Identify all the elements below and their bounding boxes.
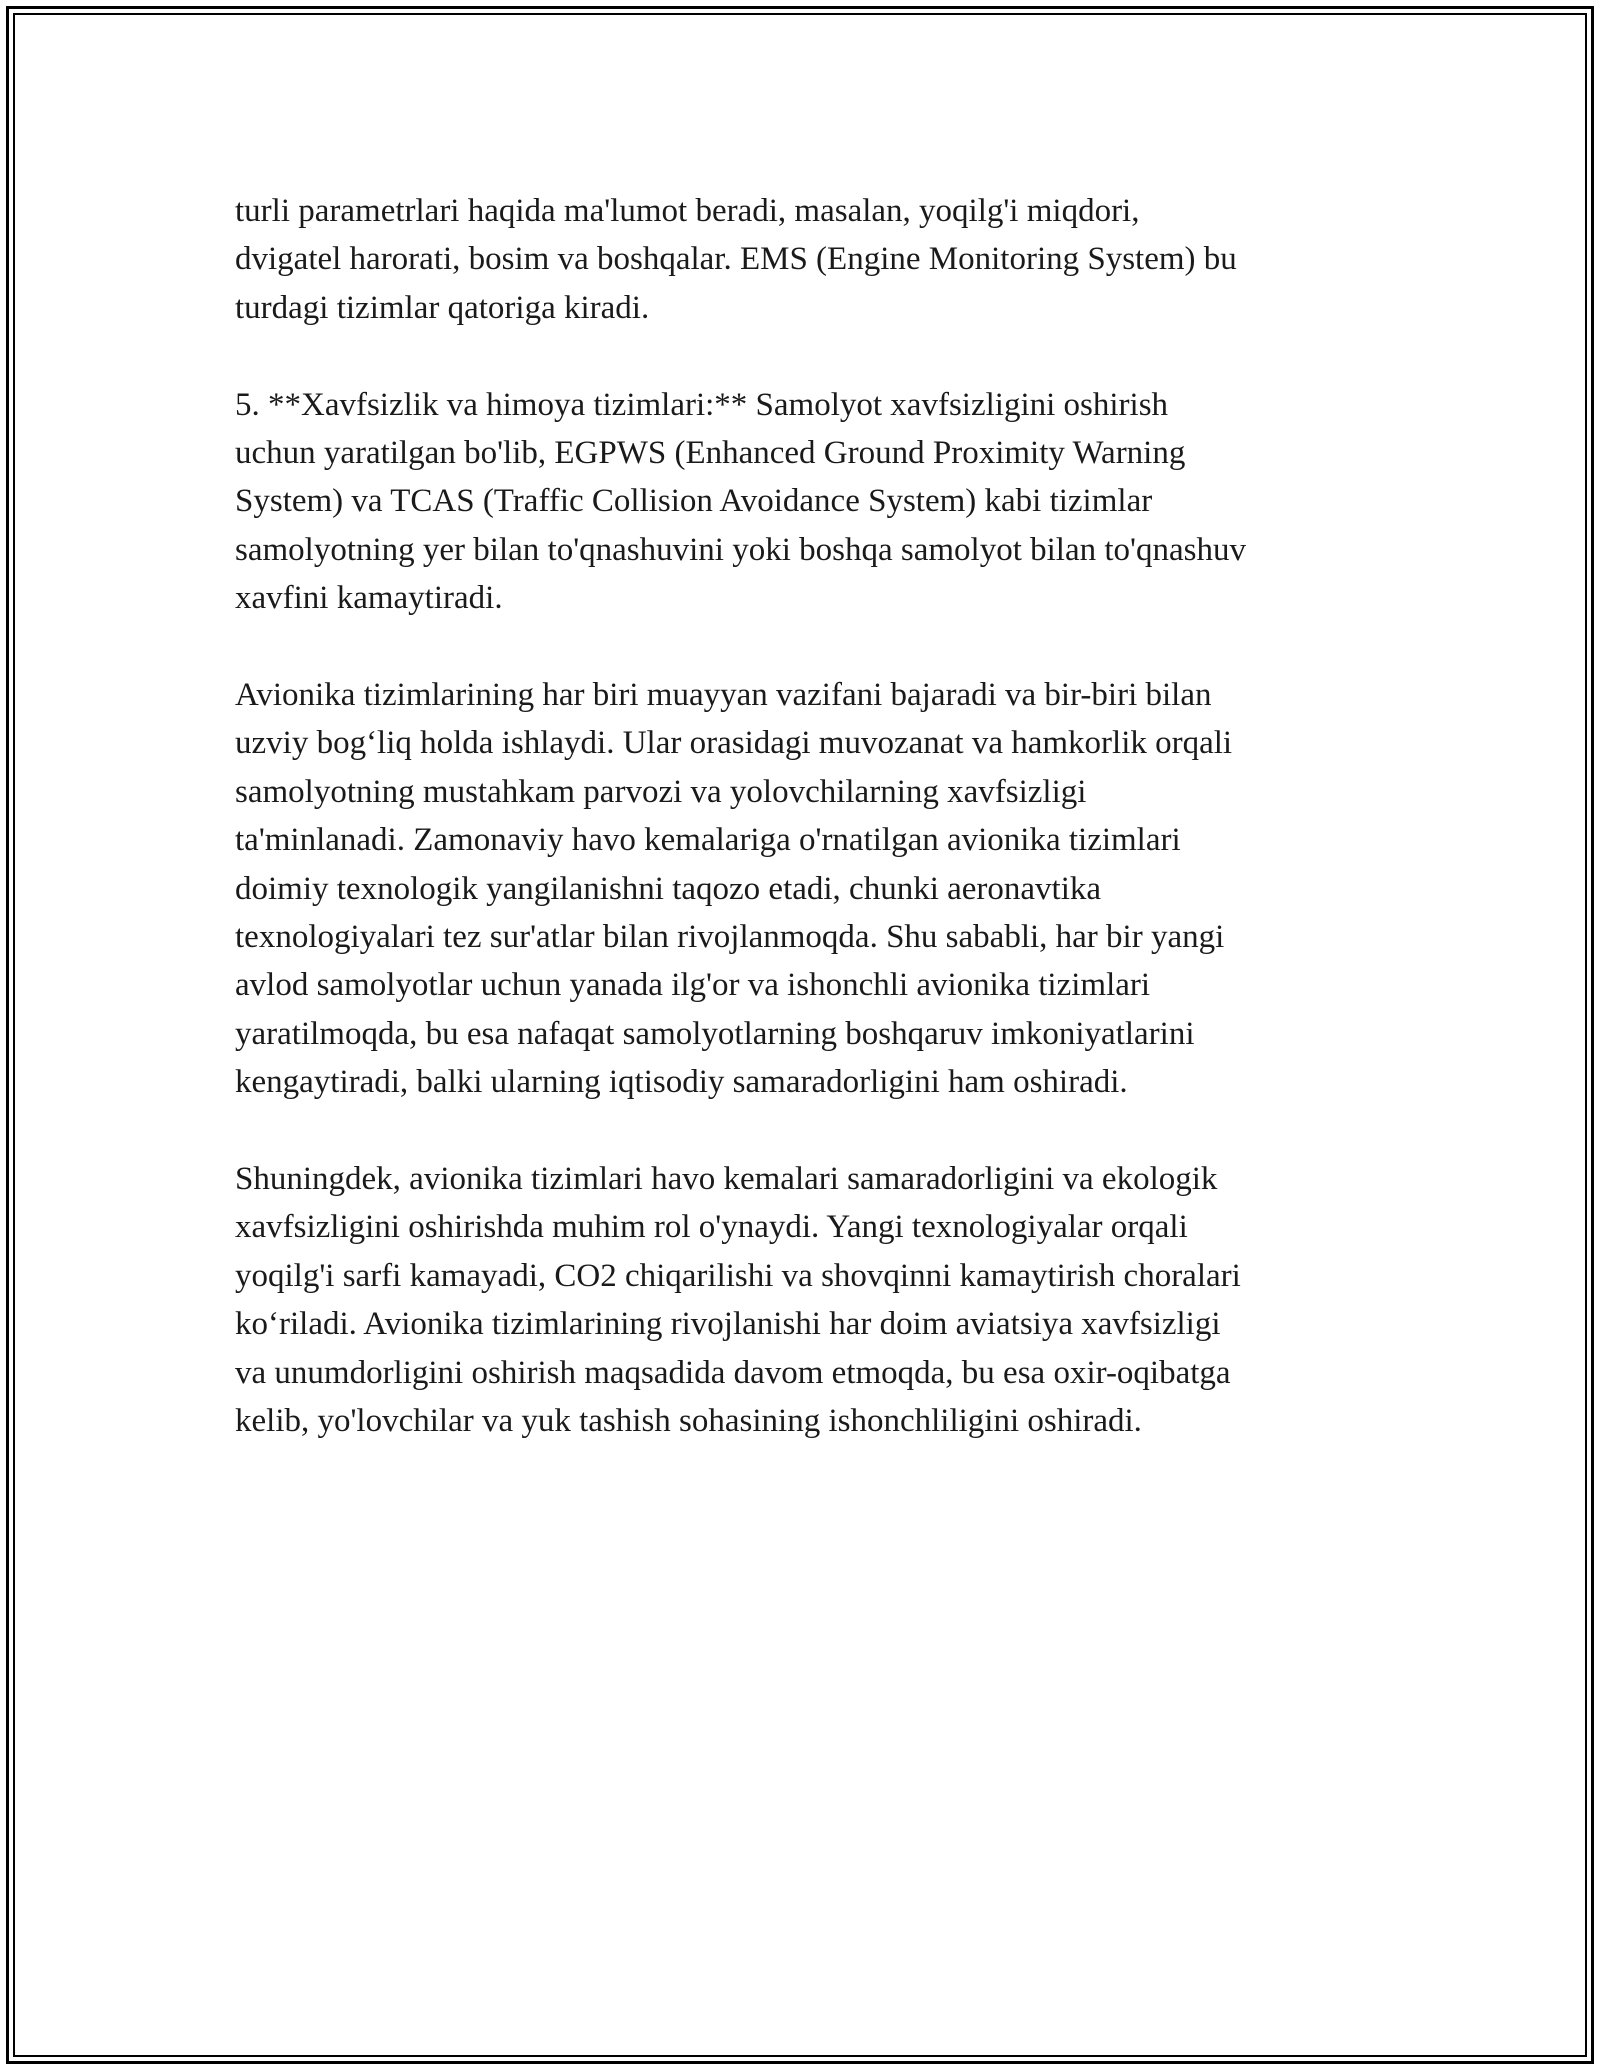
text-line: uzviy bog‘liq holda ishlaydi. Ular orasidagi muvozanat va hamkorlik orqali xyxy=(235,725,1233,762)
text-line: Avionika tizimlarining har biri muayyan vazifani bajaradi va bir-biri bilan xyxy=(235,677,1212,714)
paragraph-safety-systems xyxy=(235,381,1365,623)
paragraph-engine-monitoring xyxy=(235,187,1365,332)
text-line: doimiy texnologik yangilanishni taqozo etadi, chunki aeronavtika xyxy=(235,870,1102,907)
text-line: turdagi tizimlar qatoriga kiradi. xyxy=(235,289,650,326)
text-line: kelib, yo'lovchilar va yuk tashish sohasining ishonchliligini oshiradi. xyxy=(235,1403,1142,1440)
text-line: xavfsizligini oshirishda muhim rol o'ynaydi. Yangi texnologiyalar orqali xyxy=(235,1209,1188,1246)
text-line: kengaytiradi, balki ularning iqtisodiy samaradorligini ham oshiradi. xyxy=(235,1064,1128,1101)
text-line: xavfini kamaytiradi. xyxy=(235,580,503,617)
text-line: System) va TCAS (Traffic Collision Avoidance System) kabi tizimlar xyxy=(235,483,1153,520)
text-line: 5. **Xavfsizlik va himoya tizimlari:** Samolyot xavfsizligini oshirish xyxy=(235,386,1169,423)
text-line: Shuningdek, avionika tizimlari havo kemalari samaradorligini va ekologik xyxy=(235,1161,1218,1198)
text-line: ko‘riladi. Avionika tizimlarining rivojlanishi har doim aviatsiya xavfsizligi xyxy=(235,1306,1221,1343)
paragraph-efficiency-ecology xyxy=(235,1155,1365,1445)
text-line: texnologiyalari tez sur'atlar bilan rivojlanmoqda. Shu sababli, har bir yangi xyxy=(235,919,1225,956)
text-line: dvigatel harorati, bosim va boshqalar. EMS (Engine Monitoring System) bu xyxy=(235,241,1237,278)
text-line: samolyotning yer bilan to'qnashuvini yoki boshqa samolyot bilan to'qnashuv xyxy=(235,531,1246,568)
text-line: turli parametrlari haqida ma'lumot beradi, masalan, yoqilg'i miqdori, xyxy=(235,193,1140,229)
text-line: uchun yaratilgan bo'lib, EGPWS (Enhanced Ground Proximity Warning xyxy=(235,435,1186,472)
text-line: avlod samolyotlar uchun yanada ilg'or va ishonchli avionika tizimlari xyxy=(235,967,1151,1004)
document-body xyxy=(235,187,1365,1494)
text-line: samolyotning mustahkam parvozi va yolovchilarning xavfsizligi xyxy=(235,773,1087,810)
paragraph-avionics-overview xyxy=(235,671,1365,1107)
text-line: yaratilmoqda, bu esa nafaqat samolyotlarning boshqaruv imkoniyatlarini xyxy=(235,1015,1195,1052)
text-line: ta'minlanadi. Zamonaviy havo kemalariga o'rnatilgan avionika tizimlari xyxy=(235,822,1181,859)
text-line: va unumdorligini oshirish maqsadida davom etmoqda, bu esa oxir-oqibatga xyxy=(235,1354,1231,1391)
text-line: yoqilg'i sarfi kamayadi, CO2 chiqarilishi va shovqinni kamaytirish choralari xyxy=(235,1257,1241,1294)
